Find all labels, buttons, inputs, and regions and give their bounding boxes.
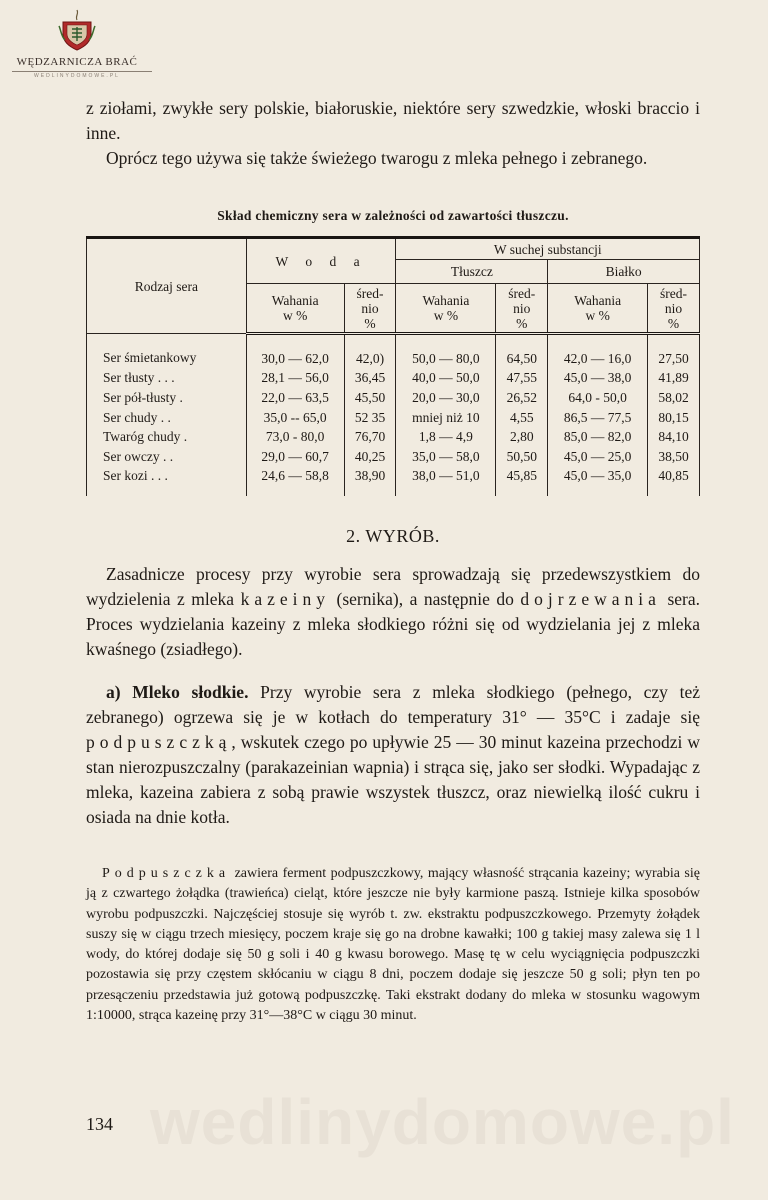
fat-range: 1,8 — 4,9 — [396, 427, 496, 447]
water-range: 28,1 — 56,0 — [246, 369, 344, 389]
emphasis-podpuszczka: podpuszczką — [86, 732, 232, 752]
table-row — [87, 334, 700, 369]
water-range: 35,0 -- 65,0 — [246, 408, 344, 428]
protein-avg: 41,89 — [648, 369, 700, 389]
fat-avg: 50,50 — [496, 447, 548, 467]
header-tluszcz: Tłuszcz — [396, 260, 548, 284]
header-woda: W o d a — [246, 238, 396, 284]
table-row — [87, 369, 700, 389]
header-srednio: śred- nio % — [344, 284, 396, 334]
row-name: Twaróg chudy . — [87, 427, 247, 447]
logo-url: WEDLINYDOMOWE.PL — [34, 73, 120, 79]
header-bialko: Białko — [548, 260, 700, 284]
header-sucha: W suchej substancji — [396, 238, 700, 260]
fat-range: 35,0 — 58,0 — [396, 447, 496, 467]
water-avg: 40,25 — [344, 447, 396, 467]
table-row — [87, 427, 700, 447]
protein-range: 64,0 - 50,0 — [548, 388, 648, 408]
protein-range: 45,0 — 38,0 — [548, 369, 648, 389]
protein-avg: 84,10 — [648, 427, 700, 447]
fat-avg: 47,55 — [496, 369, 548, 389]
table-row — [87, 388, 700, 408]
emphasis-dojrzewania: dojrzewania — [520, 589, 661, 609]
row-name: Ser owczy . . — [87, 447, 247, 467]
fat-range: 38,0 — 51,0 — [396, 467, 496, 497]
protein-avg: 40,85 — [648, 467, 700, 497]
water-range: 22,0 — 63,5 — [246, 388, 344, 408]
protein-range: 85,0 — 82,0 — [548, 427, 648, 447]
fat-range: mniej niż 10 — [396, 408, 496, 428]
table-row — [87, 447, 700, 467]
fat-avg: 64,50 — [496, 334, 548, 369]
protein-avg: 27,50 — [648, 334, 700, 369]
fat-avg: 45,85 — [496, 467, 548, 497]
row-name: Ser kozi . . . — [87, 467, 247, 497]
fat-avg: 26,52 — [496, 388, 548, 408]
water-avg: 45,50 — [344, 388, 396, 408]
header-wahania: Wahania w % — [548, 284, 648, 334]
protein-avg: 80,15 — [648, 408, 700, 428]
water-avg: 52 35 — [344, 408, 396, 428]
watermark: wedlinydomowe.pl — [150, 1086, 735, 1158]
water-avg: 36,45 — [344, 369, 396, 389]
water-avg: 42,0) — [344, 334, 396, 369]
crest-icon — [57, 8, 97, 52]
table-caption: Skład chemiczny sera w zależności od zawartości tłuszczu. — [217, 208, 569, 223]
section-number: 2. — [346, 526, 361, 546]
protein-range: 45,0 — 35,0 — [548, 467, 648, 497]
fat-avg: 4,55 — [496, 408, 548, 428]
header-srednio: śred- nio % — [648, 284, 700, 334]
logo — [12, 8, 142, 79]
table-row — [87, 467, 700, 497]
row-name: Ser pół-tłusty . — [87, 388, 247, 408]
paragraph-4: a) Mleko słodkie. Przy wyrobie sera z mleka słodkiego (pełnego, czy też zebranego) ogrzewa się je w kotłach do temperatury 31° — 35°C i zadaje się podpuszczką, wskutek czego po upływie 25 — 30 minut kazeina przechodzi w stan nierozpuszczalny (parakazeinian wapnia) i strąca się, jako ser słodki. Wypadając z mleka, kazeina zabiera z sobą prawie wszystek tłuszcz, oraz niewielką ilość cukru i osiada na dnie kotła. — [86, 682, 700, 827]
fat-range: 50,0 — 80,0 — [396, 334, 496, 369]
water-range: 30,0 — 62,0 — [246, 334, 344, 369]
header-rodzaj: Rodzaj sera — [87, 238, 247, 334]
row-name: Ser tłusty . . . — [87, 369, 247, 389]
header-srednio: śred- nio % — [496, 284, 548, 334]
section-title: WYRÓB. — [365, 526, 440, 546]
paragraph-3: Zasadnicze procesy przy wyrobie sera sprowadzają się przedewszystkiem do wydzielenia z mleka kazeiny (sernika), a następnie do dojrzewania sera. Proces wydzielania kazeiny z mleka słodkiego różni się od wydzielania jej z mleka kwaśnego (zsiadłego). — [86, 564, 700, 659]
header-wahania: Wahania w % — [246, 284, 344, 334]
logo-title: WĘDZARNICZA BRAĆ — [16, 56, 138, 68]
emphasis-kazeiny: kazeiny — [240, 589, 330, 609]
fat-range: 40,0 — 50,0 — [396, 369, 496, 389]
emphasis-podpuszczka-note: Podpuszczka — [102, 866, 231, 881]
row-name: Ser śmietankowy — [87, 334, 247, 369]
protein-avg: 38,50 — [648, 447, 700, 467]
page-number: 134 — [86, 1114, 113, 1134]
protein-range: 86,5 — 77,5 — [548, 408, 648, 428]
footnote: Podpuszczka zawiera ferment podpuszczkowy, mający własność strącania kazeiny; wyrabia się ją z czwartego żołądka (trawieńca) cieląt, które jeszcze nie były karmione paszą. Istnieje kilka sposobów wyrobu podpuszczki. Najczęściej stosuje się wyrób t. zw. ekstraktu podpuszczkowego. Przemyty żołądek suszy się w ciągu trzech miesięcy, poczem kraje się go na drobne kawałki; 100 g takiej masy zalewa się 1 l wody, do której dodaje się 50 g soli i 40 g kwasu borowego. Masę tę w celu wyciągnięcia podpuszczki pozostawia się przy częstem skłócaniu w ciągu 8 dni, poczem dodaje się jeszcze 50 g soli; płyn ten po przesączeniu przedstawia już gotową podpuszczkę. Taki ekstrakt dodany do mleka w stosunku wagowym 1:10000, strąca kazeinę przy 31°—38°C w ciągu 30 minut. — [86, 866, 700, 1024]
protein-range: 42,0 — 16,0 — [548, 334, 648, 369]
protein-range: 45,0 — 25,0 — [548, 447, 648, 467]
row-name: Ser chudy . . — [87, 408, 247, 428]
water-avg: 76,70 — [344, 427, 396, 447]
fat-avg: 2,80 — [496, 427, 548, 447]
protein-avg: 58,02 — [648, 388, 700, 408]
header-wahania: Wahania w % — [396, 284, 496, 334]
paragraph-2: Oprócz tego używa się także świeżego twarogu z mleka pełnego i zebranego. — [106, 148, 648, 168]
table-row — [87, 408, 700, 428]
water-avg: 38,90 — [344, 467, 396, 497]
logo-divider — [12, 71, 152, 72]
section-heading — [86, 526, 700, 547]
fat-range: 20,0 — 30,0 — [396, 388, 496, 408]
paragraph-1: z ziołami, zwykłe sery polskie, białoruskie, niektóre sery szwedzkie, włoski braccio i inne. — [86, 98, 700, 143]
composition-table — [86, 236, 700, 496]
water-range: 73,0 - 80,0 — [246, 427, 344, 447]
water-range: 29,0 — 60,7 — [246, 447, 344, 467]
subheading-mleko-slodkie: a) Mleko słodkie. — [106, 682, 249, 702]
water-range: 24,6 — 58,8 — [246, 467, 344, 497]
